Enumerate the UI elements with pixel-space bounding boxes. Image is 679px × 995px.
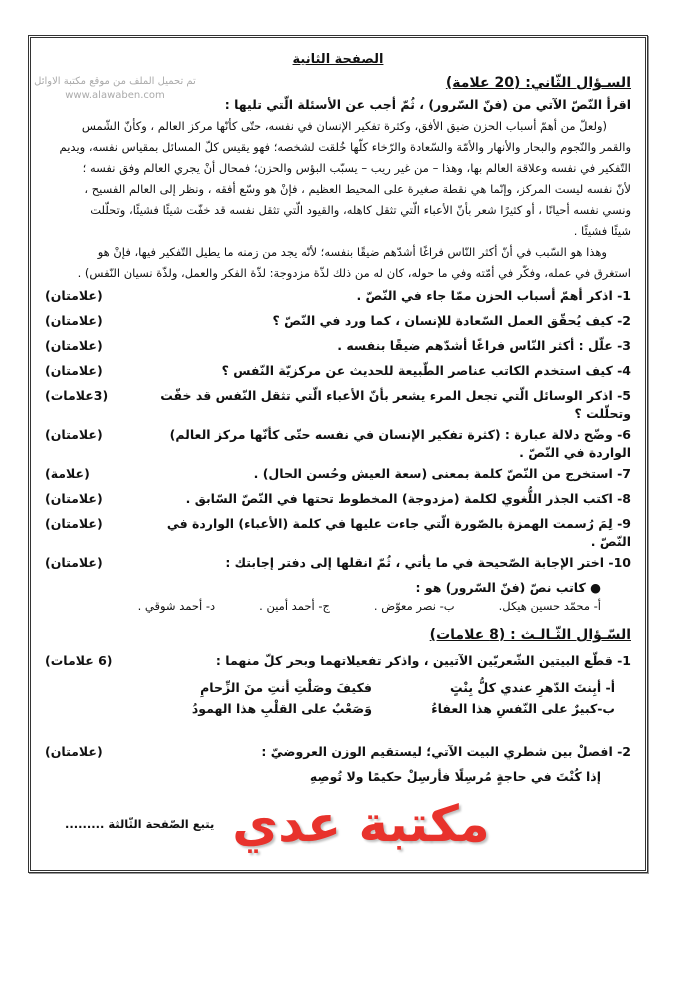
passage (45, 116, 631, 284)
question-marks: (علامة) (45, 466, 90, 481)
q3-heading: السّـؤال الثّـالـث : (8 علامات) (429, 627, 631, 643)
mcq-options (45, 599, 631, 613)
question-row (45, 284, 631, 309)
question-text: 1- اذكر أهمّ أسباب الحزن ممّا جاء في النّصّ . (356, 288, 631, 303)
question-row (45, 487, 631, 512)
continue-note: يتبع الصّفحة الثّالثة ......... (65, 817, 215, 831)
question-text: 6- وضّح دلالة عبارة : (كثرة تفكير الإنسان في نفسه حتّى كأنّها مركز العالم) الواردة في النّصّ . (169, 427, 631, 460)
question-text: 10- اختر الإجابة الصّحيحة في ما يأتي ، ثُمّ انقلها إلى دفتر إجابتك : (225, 555, 631, 570)
verse-2: إذا كُنْتَ في حاجةٍ مُرسِلًا فأرسِلْ حكيمًا ولا تُوصِهِ (309, 769, 601, 784)
q3-item2: 2- افصلْ بين شطري البيت الآتي؛ ليستقيم الوزن العروضيّ : (261, 744, 631, 759)
question-text: 2- كيف يُحقّق العمل السّعادة للإنسان ، كما ورد في النّصّ ؟ (272, 313, 631, 328)
q3-item1: 1- قطّع البيتين الشّعريّين الآتيين ، واذكر تفعيلاتهما وبحر كلّ منهما : (215, 653, 631, 668)
mcq-option: د- أحمد شوقي . (137, 599, 216, 613)
q3-item1-row (45, 649, 631, 674)
question-marks: (علامتان) (45, 491, 103, 506)
question-row (45, 384, 631, 423)
page-bottom (45, 792, 631, 856)
passage-line: استغرق في عمله، وفكّر في أمّته وفي ما حوله، كان له من ذلك لذّة مزدوجة: لذّة الفكر والعمل، ولذّة نسيان النّفس) . (77, 266, 631, 280)
passage-line: وهذا هو السّبب في أنّ أكثر النّاس فراغًا أشدّهم ضيقًا بنفسه؛ لأنّه يجد من زمنه ما يطيل التّفكير فيها، فإنْ هو (97, 245, 607, 259)
question-row (45, 423, 631, 462)
question-text: 4- كيف استخدم الكاتب عناصر الطّبيعة للحديث عن مركزيّة النّفس ؟ (221, 363, 631, 378)
question-marks: (علامتان) (45, 555, 103, 570)
question-marks: (علامتان) (45, 338, 103, 353)
verse-a (45, 680, 631, 695)
passage-line: التّفكير في نفسه وعلاقة العالم بها، وهذا – من غير ريب – يسبّب البؤس والحزن؛ فمحال أنْ يجري العالم وفق نفسه ؛ (82, 161, 631, 175)
question-marks: (علامتان) (45, 313, 103, 328)
passage-line: لأنّ نفسه ليست المركز، وإنّما هي نقطة صغيرة على المحيط العظيم ، فإنْ هو وسّع أفقه ، ونظر إلى العالم الفسيح ، (84, 182, 631, 196)
question-marks: (علامتان) (45, 363, 103, 378)
mcq-option: ج- أحمد أمين . (259, 599, 330, 613)
mcq-option: أ- محمّد حسين هيكل. (498, 599, 601, 613)
mcq-option: ب- نصر معوّض . (373, 599, 455, 613)
q2-heading: السـؤال الثّاني: (20 علامة) (445, 75, 631, 91)
site-watermark: تم تحميل الملف من موقع مكتبة الاوائل www.alawaben.com (34, 76, 196, 101)
verse-a-first: أ- أبِنتَ الدّهرِ عندي كلُّ بِنْتٍ (450, 680, 615, 695)
page-border (28, 35, 648, 873)
passage-line: والقمر والنّجوم والبحار والأنهار والأمّة والسّعادة والرّخاء كلّها خُلقت لشخصه؛ فهو يقيس كلّ المسائل بمقياس نفسه، ويديم (59, 140, 631, 154)
mcq-stem: ● كاتب نصّ (فنّ السّرور) هو : (415, 580, 601, 595)
question-row (45, 359, 631, 384)
question-text: 9- لِمَ رُسمت الهمزة بالصّورة الّتي جاءت عليها في كلمة (الأعباء) الواردة في النّصّ . (166, 516, 631, 549)
passage-line: ونسي نفسه أحيانًا ، أو كثيرًا شعر بأنّ الأعباء الّتي تثقل كاهله، والقيود الّتي تثقل نفسه قد خفّت شيئًا فشيئًا، وتحلّلت (90, 203, 631, 217)
question-text: 7- استخرج من النّصّ كلمة بمعنى (سعة العيش وحُسن الحال) . (253, 466, 631, 481)
question-text: 5- اذكر الوسائل الّتي تجعل المرء يشعر بأنّ الأعباء الّتي تثقل النّفس قد خفّت وتحلّلت ؟ (160, 388, 631, 421)
question-text: 3- علّل : أكثر النّاس فراغًا أشدّهم ضيقًا بنفسه . (337, 338, 631, 353)
q3-item2-marks: (علامتان) (45, 744, 103, 759)
page-title: الصفحة الثانية (292, 52, 384, 67)
question-marks: (علامتان) (45, 427, 103, 442)
question-row (45, 551, 631, 576)
question-row (45, 309, 631, 334)
question-row (45, 334, 631, 359)
q2-instruction: اقرأ النّصّ الآتي من (فنّ السّرور) ، ثُمّ أجب عن الأسئلة الّتي تليها : (224, 97, 631, 112)
q3-item2-row (45, 740, 631, 765)
question-row (45, 512, 631, 551)
verse-b (45, 701, 631, 716)
library-stamp: مكتبة عدي (232, 795, 490, 853)
passage-line: (ولعلّ من أهمّ أسباب الحزن ضيق الأفق، وكثرة تفكير الإنسان في نفسه، حتّى كأنّها مركز العالم ، وكأنّ الشّمس (81, 119, 607, 133)
verse-b-first: ب-كبيرٌ على النّفسِ هذا العفاءُ (431, 701, 615, 716)
question-marks: (3علامات) (45, 388, 109, 403)
verse-a-second: فكيفَ وصَلْتِ أنتِ منَ الزِّحامِ (200, 680, 372, 695)
q3-item1-marks: (6 علامات) (45, 653, 113, 668)
verse-b-second: وَصَعْبٌ على القلْبِ هذا الهمودُ (191, 701, 372, 716)
question-marks: (علامتان) (45, 288, 103, 303)
question-row (45, 462, 631, 487)
passage-line: شيئًا فشيئًا . (573, 224, 631, 238)
question-marks: (علامتان) (45, 516, 103, 531)
question-text: 8- اكتب الجذر اللُّغوي لكلمة (مزدوجة) المخطوط تحتها في النّصّ السّابق . (185, 491, 631, 506)
question-list (45, 284, 631, 576)
